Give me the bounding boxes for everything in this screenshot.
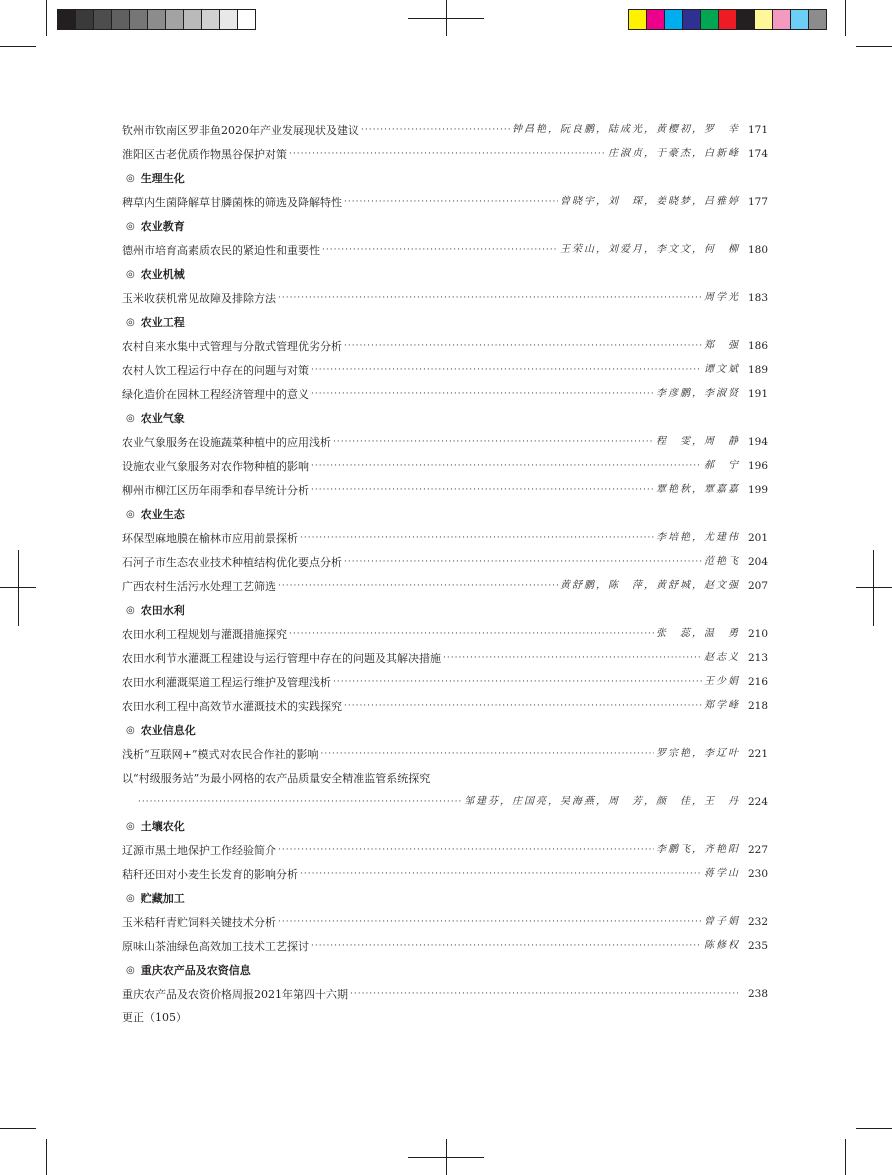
section-title: 生理生化 (140, 172, 185, 185)
calibration-swatch (184, 10, 202, 29)
entry-title: 秸秆还田对小麦生长发育的影响分析 (122, 867, 298, 881)
entry-page: 171 (747, 123, 768, 136)
entry-authors: 庄淑贞，于豪杰，白新峰 (608, 148, 740, 159)
entry-title: 广西农村生活污水处理工艺筛选 (122, 579, 276, 593)
section-bullet-icon: ◎ (126, 892, 135, 904)
entry-authors: 罗宗艳，李辽叶 (656, 748, 740, 759)
entry-authors: 郝 宁 (704, 460, 740, 471)
section-bullet-icon: ◎ (126, 604, 135, 616)
toc-entry[interactable] (122, 142, 768, 166)
entry-page: 191 (747, 387, 768, 400)
calibration-swatch (755, 10, 773, 29)
crop-mark-tl-h (0, 46, 36, 47)
toc-entry[interactable] (122, 358, 768, 382)
entry-authors: 曾晓宇，刘 琛，姜晓梦，吕雅婷 (560, 196, 740, 207)
section-bullet-icon: ◎ (126, 412, 135, 424)
toc-entry[interactable] (122, 622, 768, 646)
section-heading (122, 814, 768, 838)
entry-authors: 范艳飞 (704, 556, 740, 567)
entry-authors: 覃艳秋，覃嘉嘉 (656, 484, 740, 495)
toc-entry[interactable] (122, 742, 768, 766)
color-calibration-bar (628, 9, 827, 30)
section-heading (122, 598, 768, 622)
section-bullet-icon: ◎ (126, 172, 135, 184)
entry-page: 221 (747, 747, 768, 760)
calibration-swatch (220, 10, 238, 29)
dot-leader (311, 462, 702, 471)
toc-entry[interactable] (122, 526, 768, 550)
entry-authors: 程 雯，周 静 (656, 436, 740, 447)
table-of-contents (122, 118, 768, 1028)
entry-page: 201 (747, 531, 768, 544)
section-bullet-icon: ◎ (126, 268, 135, 280)
entry-title: 农村自来水集中式管理与分散式管理优劣分析 (122, 339, 342, 353)
section-title: 农业生态 (140, 508, 185, 521)
entry-title: 绿化造价在园林工程经济管理中的意义 (122, 387, 309, 401)
dot-leader (300, 534, 654, 543)
toc-entry[interactable] (122, 550, 768, 574)
entry-authors: 张 蕊，温 勇 (656, 628, 740, 639)
entry-title: 原味山茶油绿色高效加工技术工艺探讨 (122, 939, 309, 953)
section-title: 农业信息化 (140, 724, 196, 737)
dot-leader (289, 630, 654, 639)
section-heading (122, 958, 768, 982)
dot-leader (320, 750, 654, 759)
entry-page: 216 (747, 675, 768, 688)
calibration-swatch (238, 10, 255, 29)
dot-leader (300, 870, 702, 879)
section-bullet-icon: ◎ (126, 316, 135, 328)
entry-page: 186 (747, 339, 768, 352)
registration-right-h (856, 587, 892, 588)
entry-page: 227 (747, 843, 768, 856)
dot-leader (311, 366, 702, 375)
dot-leader (344, 198, 558, 207)
dot-leader (278, 846, 654, 855)
calibration-swatch (647, 10, 665, 29)
entry-title: 以“村级服务站”为最小网格的农产品质量安全精准监管系统探究 (122, 772, 431, 785)
calibration-swatch (773, 10, 791, 29)
entry-authors: 郑学峰 (704, 700, 740, 711)
crop-mark-bl-h (0, 1128, 36, 1129)
entry-page: 210 (747, 627, 768, 640)
section-heading (122, 718, 768, 742)
entry-title: 农田水利工程中高效节水灌溉技术的实践探究 (122, 699, 342, 713)
calibration-swatch (166, 10, 184, 29)
entry-page: 207 (747, 579, 768, 592)
calibration-swatch (737, 10, 755, 29)
entry-authors: 谭文斌 (704, 364, 740, 375)
calibration-swatch (202, 10, 220, 29)
calibration-swatch (58, 10, 76, 29)
entry-page: 183 (747, 291, 768, 304)
section-bullet-icon: ◎ (126, 724, 135, 736)
section-heading (122, 502, 768, 526)
section-title: 农业机械 (140, 268, 185, 281)
entry-page: 235 (747, 939, 768, 952)
entry-title: 重庆农产品及农资价格周报2021年第四十六期 (122, 987, 348, 1001)
toc-entry[interactable] (122, 910, 768, 934)
entry-title: 玉米收获机常见故障及排除方法 (122, 291, 276, 305)
calibration-swatch (683, 10, 701, 29)
entry-page: 218 (747, 699, 768, 712)
calibration-swatch (665, 10, 683, 29)
crop-mark-br-v (845, 1139, 846, 1175)
entry-title: 农田水利节水灌溉工程建设与运行管理中存在的问题及其解决措施 (122, 651, 441, 665)
entry-authors: 赵志义 (704, 652, 740, 663)
toc-entry[interactable] (122, 574, 768, 598)
entry-title: 农田水利工程规划与灌溉措施探究 (122, 627, 287, 641)
entry-title: 环保型麻地膜在榆林市应用前景探析 (122, 531, 298, 545)
entry-authors: 周学光 (704, 292, 740, 303)
entry-authors: 蒋学山 (704, 868, 740, 879)
calibration-swatch (94, 10, 112, 29)
entry-authors: 黄舒鹏，陈 萍，黄舒城，赵文强 (560, 580, 740, 591)
section-title: 农业气象 (140, 412, 185, 425)
dot-leader (333, 678, 702, 687)
gray-calibration-bar (57, 9, 256, 30)
toc-entry[interactable] (122, 430, 768, 454)
toc-entry[interactable] (122, 982, 768, 1006)
section-title: 土壤农化 (140, 820, 185, 833)
dot-leader (311, 390, 654, 399)
dot-leader (278, 918, 702, 927)
entry-authors: 陈修权 (704, 940, 740, 951)
crop-mark-tr-h (856, 46, 892, 47)
entry-page: 174 (747, 147, 768, 160)
section-heading (122, 262, 768, 286)
crop-mark-tr-v (845, 0, 846, 36)
section-bullet-icon: ◎ (126, 964, 135, 976)
toc-entry[interactable] (122, 478, 768, 502)
toc-entry[interactable] (122, 238, 768, 262)
entry-page: 189 (747, 363, 768, 376)
toc-entry[interactable] (122, 670, 768, 694)
dot-leader (333, 438, 654, 447)
entry-page: 194 (747, 435, 768, 448)
entry-title: 德州市培育高素质农民的紧迫性和重要性 (122, 243, 320, 257)
section-heading (122, 310, 768, 334)
entry-page: 238 (747, 987, 768, 1000)
entry-page: 196 (747, 459, 768, 472)
entry-title: 辽源市黑土地保护工作经验简介 (122, 843, 276, 857)
toc-entry[interactable] (122, 646, 768, 670)
calibration-swatch (791, 10, 809, 29)
section-title: 贮藏加工 (140, 892, 185, 905)
toc-entry[interactable] (122, 694, 768, 718)
entry-page: 224 (747, 795, 768, 808)
calibration-swatch (76, 10, 94, 29)
entry-title: 玉米秸秆青贮饲料关键技术分析 (122, 915, 276, 929)
crop-mark-br-h (856, 1128, 892, 1129)
section-heading (122, 886, 768, 910)
entry-title: 浅析“互联网+”模式对农民合作社的影响 (122, 747, 319, 761)
entry-title: 农田水利灌溉渠道工程运行维护及管理浅析 (122, 675, 331, 689)
section-bullet-icon: ◎ (126, 220, 135, 232)
entry-authors: 王荣山，刘爱月，李文文，何 柳 (560, 244, 740, 255)
dot-leader (344, 558, 702, 567)
entry-page: 199 (747, 483, 768, 496)
toc-entry[interactable] (122, 838, 768, 862)
crop-mark-bl-v (46, 1139, 47, 1175)
dot-leader (289, 150, 606, 159)
calibration-swatch (719, 10, 737, 29)
dot-leader (311, 942, 702, 951)
dot-leader (344, 342, 702, 351)
entry-page: 232 (747, 915, 768, 928)
dot-leader (278, 294, 702, 303)
entry-authors: 李培艳，尤建伟 (656, 532, 740, 543)
dot-leader (361, 126, 510, 135)
dot-leader (344, 702, 702, 711)
entry-title: 淮阳区古老优质作物黑谷保护对策 (122, 147, 287, 161)
section-heading (122, 406, 768, 430)
entry-title: 农业气象服务在设施蔬菜种植中的应用浅析 (122, 435, 331, 449)
toc-entry[interactable] (122, 934, 768, 958)
section-title: 农业教育 (140, 220, 185, 233)
section-title: 农田水利 (140, 604, 185, 617)
calibration-swatch (130, 10, 148, 29)
correction-note[interactable]: 更正（105） (122, 1011, 187, 1024)
entry-title: 稗草内生菌降解草甘膦菌株的筛选及降解特性 (122, 195, 342, 209)
dot-leader (138, 798, 462, 807)
dot-leader (443, 654, 702, 663)
entry-page: 177 (747, 195, 768, 208)
entry-authors: 钟昌艳，阮良鹏，陆成光，黄樱初，罗 幸 (512, 124, 740, 135)
entry-title: 柳州市柳江区历年雨季和春旱统计分析 (122, 483, 309, 497)
dot-leader (350, 990, 738, 999)
entry-authors: 李鹏飞，齐艳阳 (656, 844, 740, 855)
calibration-swatch (701, 10, 719, 29)
crop-mark-tl-v (46, 0, 47, 36)
section-heading (122, 166, 768, 190)
section-title: 农业工程 (140, 316, 185, 329)
entry-authors: 王少娟 (704, 676, 740, 687)
entry-title: 设施农业气象服务对农作物种植的影响 (122, 459, 309, 473)
toc-entry[interactable] (122, 862, 768, 886)
entry-page: 204 (747, 555, 768, 568)
toc-entry[interactable] (122, 118, 768, 142)
registration-top-v (446, 0, 447, 36)
entry-title: 农村人饮工程运行中存在的问题与对策 (122, 363, 309, 377)
registration-bottom-v (446, 1139, 447, 1175)
toc-entry[interactable] (122, 334, 768, 358)
registration-left-v (18, 550, 19, 626)
section-heading (122, 214, 768, 238)
section-title: 重庆农产品及农资信息 (140, 964, 251, 977)
calibration-swatch (809, 10, 826, 29)
dot-leader (278, 582, 558, 591)
toc-entry[interactable] (122, 454, 768, 478)
calibration-swatch (629, 10, 647, 29)
toc-entry[interactable] (122, 382, 768, 406)
section-bullet-icon: ◎ (126, 508, 135, 520)
entry-title: 石河子市生态农业技术种植结构优化要点分析 (122, 555, 342, 569)
entry-page: 213 (747, 651, 768, 664)
entry-authors: 曾子娟 (704, 916, 740, 927)
calibration-swatch (112, 10, 130, 29)
toc-entry[interactable] (122, 190, 768, 214)
entry-authors: 邹建芬，庄国亮，吴海燕，周 芳，颜 佳，王 丹 (464, 796, 740, 807)
entry-title: 钦州市钦南区罗非鱼2020年产业发展现状及建议 (122, 123, 359, 137)
section-bullet-icon: ◎ (126, 820, 135, 832)
toc-entry[interactable] (122, 766, 768, 814)
calibration-swatch (148, 10, 166, 29)
dot-leader (311, 486, 654, 495)
entry-page: 180 (747, 243, 768, 256)
entry-page: 230 (747, 867, 768, 880)
toc-entry[interactable] (122, 286, 768, 310)
entry-authors: 郑 强 (704, 340, 740, 351)
entry-authors: 李彦鹏，李淑贤 (656, 388, 740, 399)
dot-leader (322, 246, 558, 255)
registration-right-v (873, 550, 874, 626)
